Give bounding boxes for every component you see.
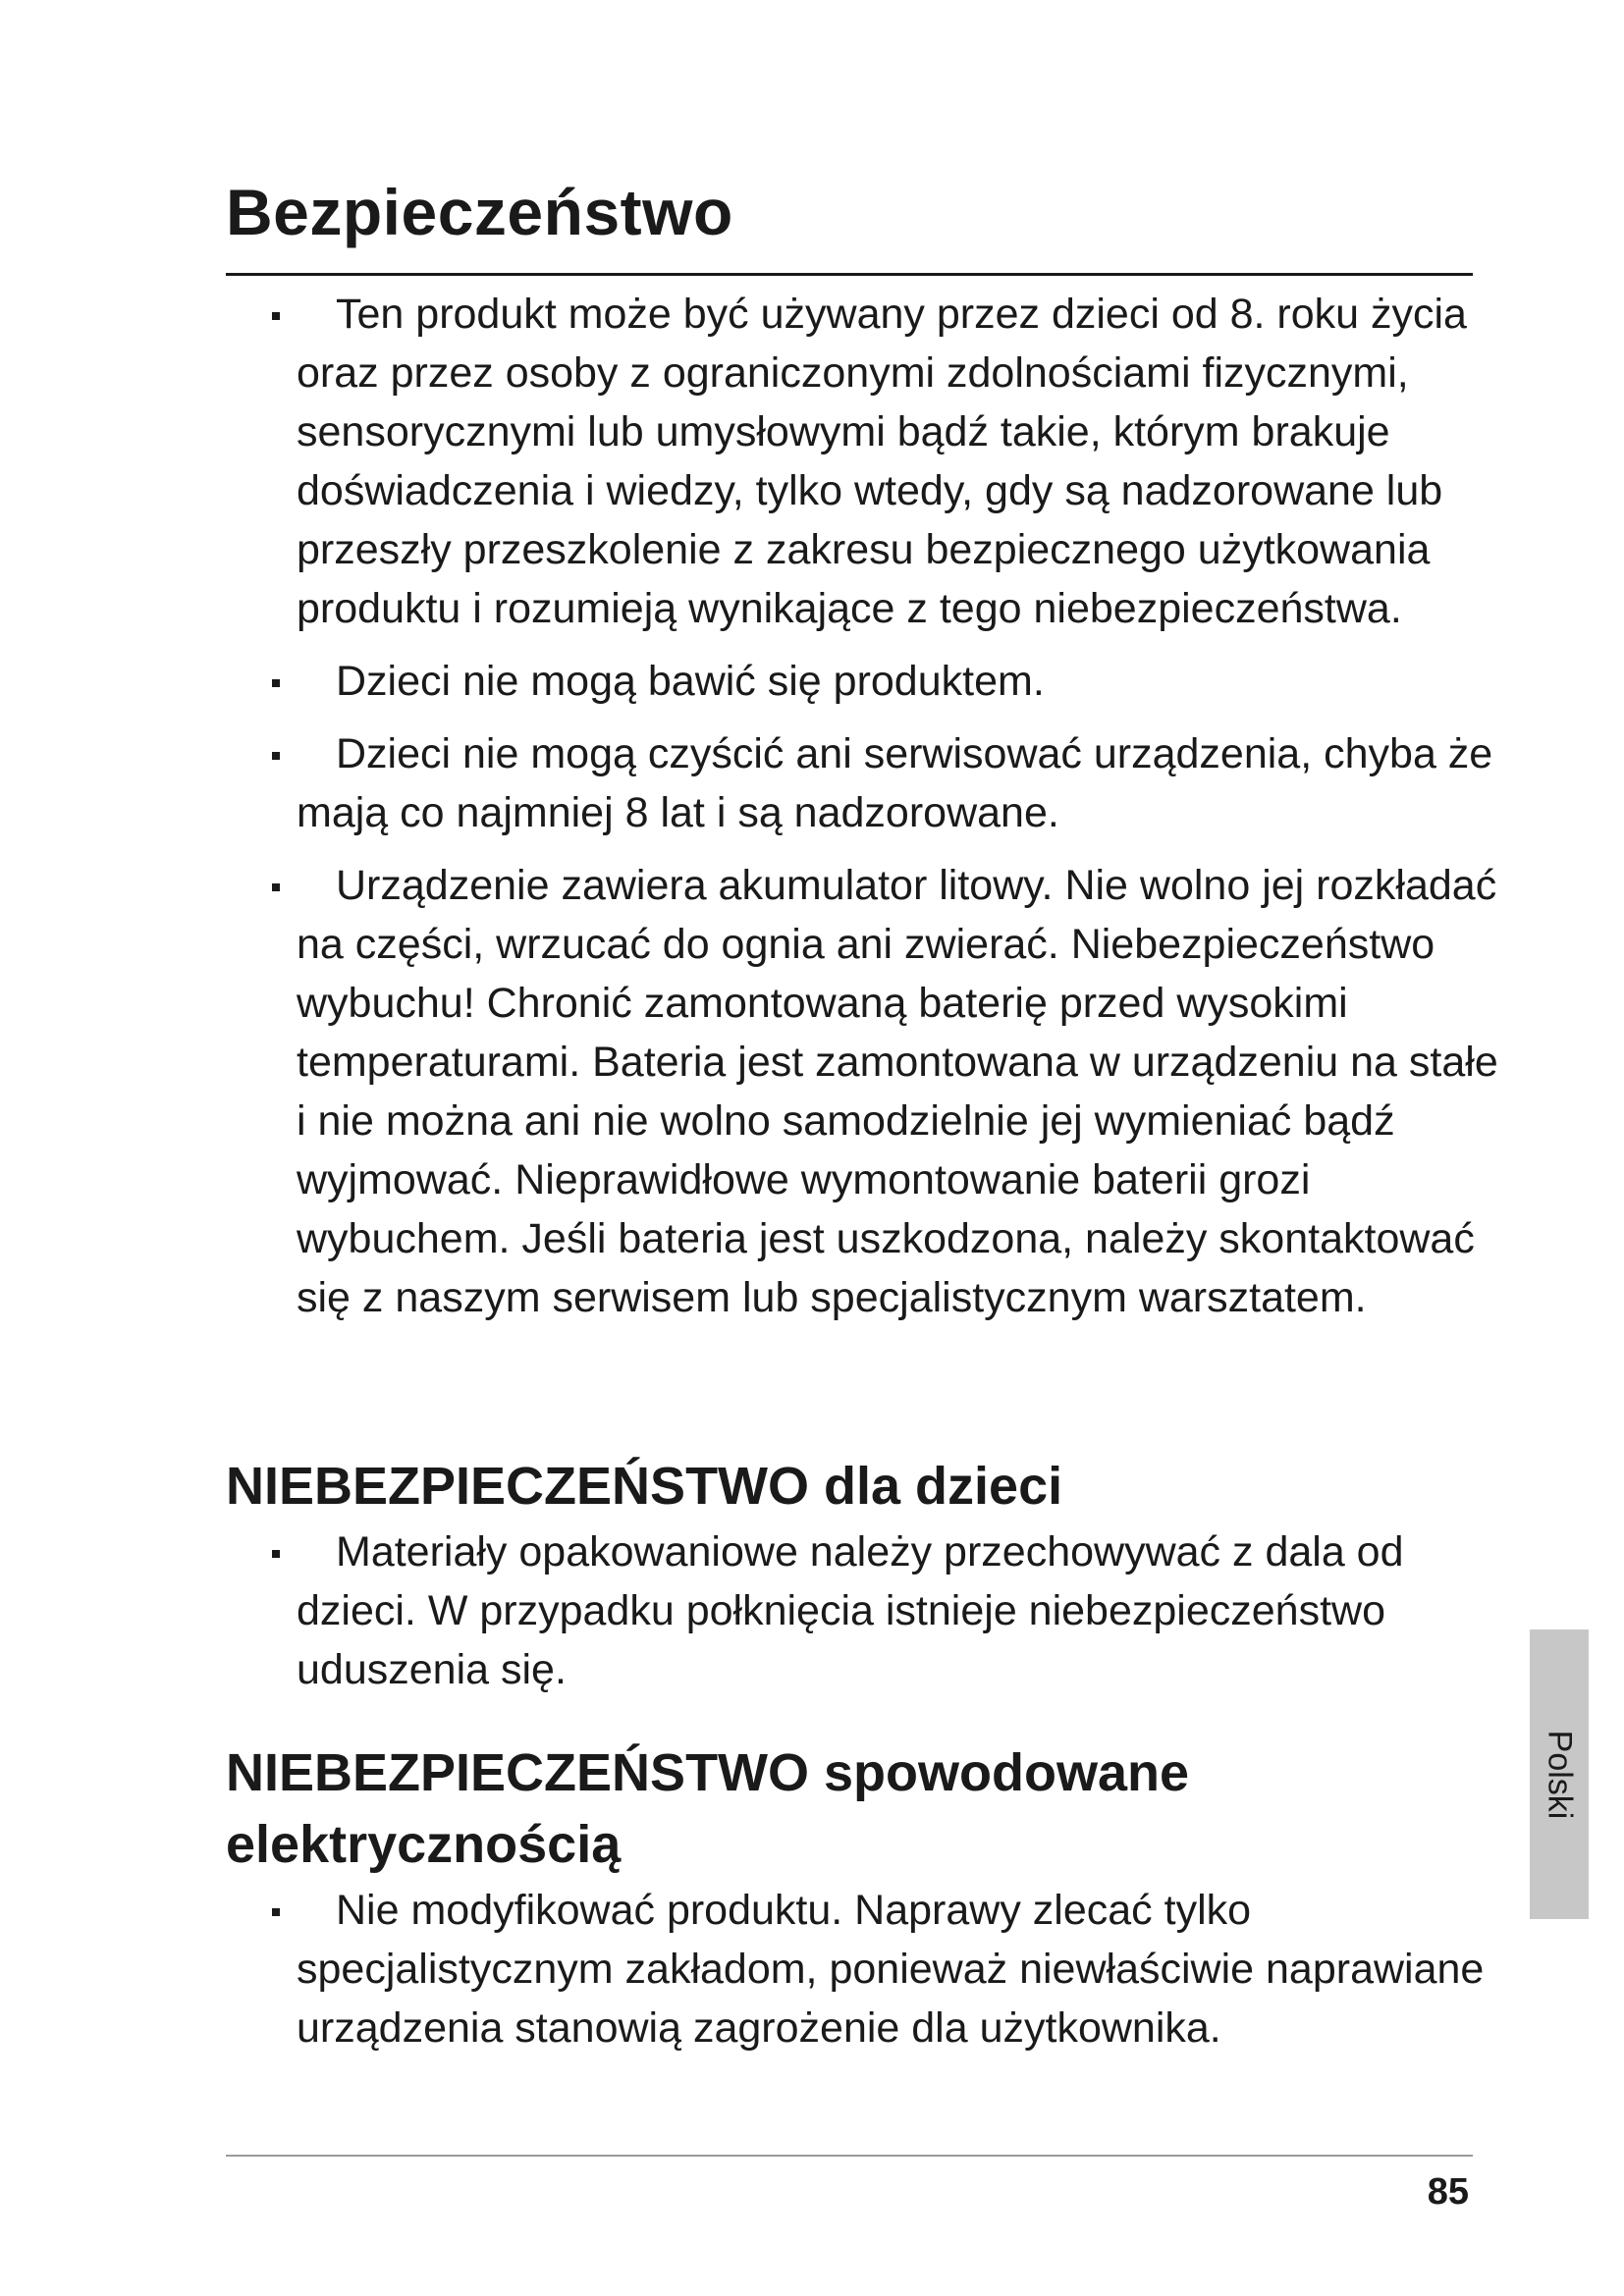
footer-divider bbox=[226, 2155, 1473, 2157]
list-item bbox=[226, 652, 1502, 711]
list-item bbox=[226, 1881, 1502, 2057]
bullet-icon bbox=[272, 752, 280, 760]
language-tab bbox=[1530, 1629, 1589, 1919]
list-item bbox=[226, 285, 1502, 638]
section-heading: NIEBEZPIECZEŃSTWO dla dzieci bbox=[226, 1457, 1063, 1516]
section-danger-children bbox=[226, 1451, 1502, 1713]
list-item bbox=[226, 1522, 1502, 1699]
list-item bbox=[226, 724, 1502, 842]
page-title: Bezpieczeństwo bbox=[226, 176, 733, 248]
list-item-text: Ten produkt może być używany przez dzieci od 8. roku życia oraz przez osoby z ograniczonymi zdolnościami fizycznymi, sensorycznymi lub umysłowymi bądź takie, którym brakuje doświadczenia i wiedzy, tylko wtedy, gdy są nadzorowane lub przeszły przeszkolenie z zakresu bezpiecznego użytkowania produktu i rozumieją wynikające z tego niebezpieczeństwa. bbox=[297, 291, 1467, 632]
list-item-text: Materiały opakowaniowe należy przechowywać z dala od dzieci. W przypadku połknięcia istnieje niebezpieczeństwo uduszenia się. bbox=[297, 1528, 1404, 1693]
section-general-safety bbox=[226, 285, 1502, 1341]
language-tab-label: Polski bbox=[1541, 1730, 1579, 1819]
bullet-icon bbox=[272, 883, 280, 891]
bullet-list bbox=[226, 1522, 1502, 1699]
list-item-text: Dzieci nie mogą czyścić ani serwisować urządzenia, chyba że mają co najmniej 8 lat i są nadzorowane. bbox=[297, 730, 1493, 836]
list-item bbox=[226, 856, 1502, 1327]
list-item-text: Dzieci nie mogą bawić się produktem. bbox=[336, 658, 1045, 705]
bullet-icon bbox=[272, 679, 280, 687]
section-heading: NIEBEZPIECZEŃSTWO spowodowane elektrycznością bbox=[226, 1743, 1190, 1874]
list-item-text: Nie modyfikować produktu. Naprawy zlecać tylko specjalistycznym zakładom, ponieważ niewłaściwie naprawiane urządzenia stanowią zagrożenie dla użytkownika. bbox=[297, 1887, 1485, 2052]
title-divider bbox=[226, 273, 1473, 276]
bullet-icon bbox=[272, 1908, 280, 1916]
bullet-icon bbox=[272, 1550, 280, 1558]
section-danger-electricity bbox=[226, 1737, 1485, 2071]
bullet-list bbox=[226, 1881, 1502, 2057]
bullet-list bbox=[226, 285, 1502, 1327]
bullet-icon bbox=[272, 312, 280, 320]
list-item-text: Urządzenie zawiera akumulator litowy. Nie wolno jej rozkładać na części, wrzucać do ognia ani zwierać. Niebezpieczeństwo wybuchu! Chronić zamontowaną baterię przed wysokimi temperaturami. Bateria jest zamontowana w urządzeniu na stałe i nie można ani nie wolno samodzielnie jej wymieniać bądź wyjmować. Nieprawidłowe wymontowanie baterii grozi wybuchem. Jeśli bateria jest uszkodzona, należy skontaktować się z naszym serwisem lub specjalistycznym warsztatem. bbox=[297, 862, 1498, 1321]
page-number: 85 bbox=[1427, 2171, 1469, 2213]
